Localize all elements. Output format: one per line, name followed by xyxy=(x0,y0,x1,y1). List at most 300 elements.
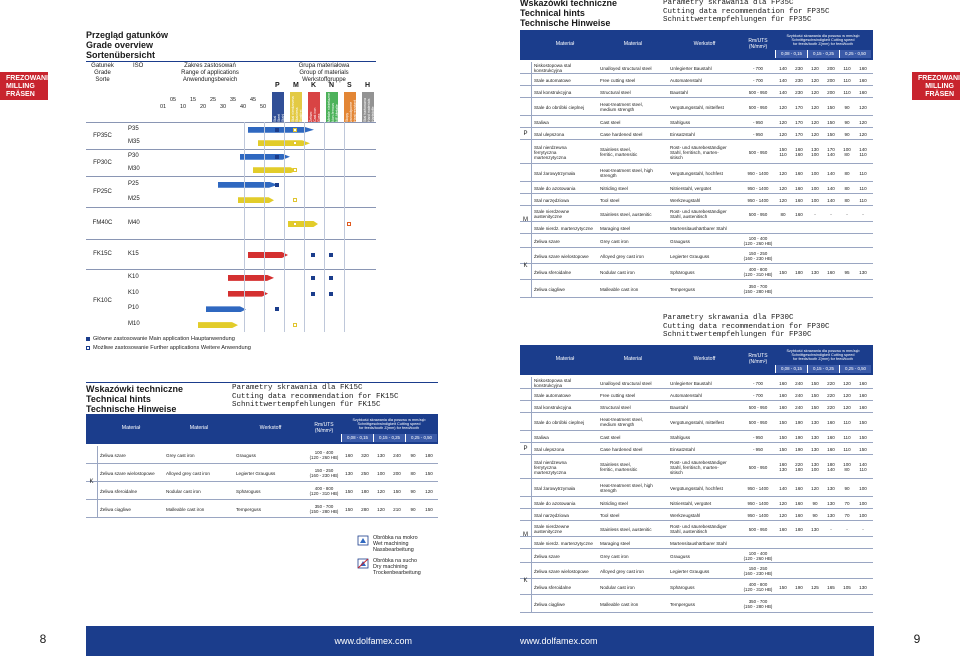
group-descriptions xyxy=(272,92,376,122)
row-speed-value: 190 xyxy=(795,434,803,440)
row-rm: 500 - 950 xyxy=(748,211,768,217)
row-speed-value: 120 xyxy=(843,404,851,410)
row-speed-value: 160 160 xyxy=(795,147,803,157)
row-speed-value: 130 xyxy=(811,526,819,532)
row-speed-value: 120 xyxy=(811,131,819,137)
header-material-pl: Materiał xyxy=(555,356,575,363)
row-material-en: Heat-treatment steel, high strength xyxy=(600,168,653,178)
header-rm: Rm/UTS (N/mm²) xyxy=(748,38,768,50)
iso-code: M10 xyxy=(128,321,140,328)
header-material-pl: Materiał xyxy=(121,425,141,432)
row-speed-value: 125 xyxy=(811,584,819,590)
group-desc-text: Metale nieżelazne Non-ferrous NE-Metalle xyxy=(327,93,339,122)
row-speed-value: - xyxy=(862,211,864,217)
grades-title: Przegląd gatunków Grade overview Sortenübersicht xyxy=(86,30,169,60)
grades-col-group: Grupa materiałowa Group of materials Werkstoffgruppe xyxy=(298,63,350,83)
scale-tick-top: 35 xyxy=(230,97,237,103)
table-row xyxy=(520,455,873,479)
row-material-de: Legierter Grauguss xyxy=(670,568,710,574)
table-row xyxy=(520,206,873,222)
iso-code: K10 xyxy=(128,273,139,280)
row-material-pl: Żeliwa sferoidalne xyxy=(534,584,572,590)
row-speed-value: 160 xyxy=(827,269,835,275)
row-speed-value xyxy=(791,595,807,613)
row-speed-value: 120 xyxy=(859,104,867,110)
header-material-pl: Materiał xyxy=(555,41,575,48)
row-speed-value: 160 xyxy=(859,380,867,386)
row-speed-value xyxy=(855,549,871,563)
row-speed-value xyxy=(839,222,855,234)
row-speed-value: 110 xyxy=(859,197,867,203)
application-marker xyxy=(329,276,333,280)
header-speed: Szybkość skrawania dla posuwu w mm/ząb Schnittgeschwindigkeit Cutting speed for feeds/tooth Z(mm) for feed/tooth xyxy=(352,417,426,430)
hints-left-rule xyxy=(86,382,438,383)
row-speed-value: 140 xyxy=(779,89,787,95)
row-speed-value: 140 xyxy=(827,197,835,203)
row-material-de: Baustahl xyxy=(670,89,688,95)
scale-tick-top: 25 xyxy=(210,97,217,103)
table-row xyxy=(520,413,873,431)
table-row xyxy=(520,234,873,248)
group-letter: N xyxy=(329,82,335,89)
row-material-de: Rost- und säurebeständiger Stahl, ferritisch, marten- sitisch xyxy=(670,459,727,475)
row-speed-value: 120 xyxy=(377,506,385,512)
row-rm: 100 - 400 (120 - 260 HB) xyxy=(743,236,773,246)
row-material-pl: Stale automatowe xyxy=(534,392,571,398)
row-speed-value xyxy=(839,537,855,549)
row-speed-value: 170 xyxy=(795,131,803,137)
footer-url-right[interactable]: www.dolfamex.com xyxy=(520,636,598,646)
grade-section xyxy=(86,239,376,269)
row-speed-value: 150 xyxy=(859,419,867,425)
row-material-en: Grey cast iron xyxy=(600,553,629,559)
table-row xyxy=(86,464,438,482)
row-speed-value xyxy=(791,549,807,563)
row-speed-value: 190 xyxy=(795,419,803,425)
row-speed-value: - xyxy=(846,526,848,532)
row-speed-value xyxy=(839,280,855,298)
grade-section xyxy=(86,176,376,207)
row-speed-value: 150 xyxy=(779,419,787,425)
row-material-de: Sphäroguss xyxy=(670,269,695,275)
row-rm: 950 - 1400 xyxy=(747,500,769,506)
row-speed-value xyxy=(791,248,807,264)
row-material-en: Heat-treatment steel, medium strength xyxy=(600,417,643,427)
row-material-en: Nitriding steel xyxy=(600,500,628,506)
row-material-pl: Stale nierdzewne austenityczne xyxy=(534,209,570,219)
row-material-pl: Żeliwa szare wielostopowe xyxy=(100,470,155,476)
row-material-en: Stainless steel, ferritic, martensitic xyxy=(600,462,638,472)
row-material-en: Stainless steel, austenitic xyxy=(600,211,652,217)
row-material-en: Structural steel xyxy=(600,89,631,95)
row-speed-value: 100 80 xyxy=(843,147,851,157)
row-material-pl: Żeliwa szare wielostopowe xyxy=(534,253,589,259)
header-material-de: Werkstoff xyxy=(259,425,282,432)
scale-tick-bottom: 20 xyxy=(200,104,207,110)
row-speed-value: 90 xyxy=(410,488,416,494)
table-row xyxy=(520,98,873,116)
scale-tick-bottom: 50 xyxy=(260,104,267,110)
row-speed-value xyxy=(823,595,839,613)
row-speed-value: 120 xyxy=(811,119,819,125)
footer-left xyxy=(86,626,480,656)
row-material-pl: Stal żarowytrzymała xyxy=(534,485,576,491)
header-material-de: Werkstoff xyxy=(693,41,716,48)
range-gridline xyxy=(244,122,245,332)
scale-tick-top: 05 xyxy=(170,97,177,103)
row-speed-value: 150 xyxy=(859,434,867,440)
row-speed-value xyxy=(855,563,871,579)
row-rm: 950 - 1400 xyxy=(747,185,769,191)
group-desc-box xyxy=(326,92,338,122)
row-material-pl: Żeliwa ciągliwe xyxy=(534,286,565,292)
row-speed-value: 150 xyxy=(859,446,867,452)
fp30c-table xyxy=(520,345,873,623)
side-tab-right: FREZOWANIE MILLING FRÄSEN xyxy=(912,72,960,100)
row-speed-value: 100 xyxy=(377,470,385,476)
row-speed-value xyxy=(839,595,855,613)
row-speed-value: 160 xyxy=(827,446,835,452)
footer-right xyxy=(480,626,874,656)
row-material-pl: Stale automatowe xyxy=(534,77,571,83)
header-material-en: Material xyxy=(189,425,209,432)
group-desc-box xyxy=(290,92,302,122)
row-material-de: Einsatzstahl xyxy=(670,446,695,452)
table-row xyxy=(520,86,873,98)
iso-code: M30 xyxy=(128,166,140,173)
row-speed-value: 180 xyxy=(795,526,803,532)
grades-col-range: Zakres zastosowań Range of applications Anwendungsbereich xyxy=(181,63,239,83)
row-material-en: Heat-treatment steel, high strength xyxy=(600,483,653,493)
table-row xyxy=(520,563,873,579)
range-gridline xyxy=(324,122,325,332)
row-speed-value: 120 xyxy=(779,185,787,191)
row-speed-value xyxy=(775,248,791,264)
row-material-pl: Żeliwa szare xyxy=(534,553,560,559)
row-material-de: Werkzeugstahl xyxy=(670,512,701,518)
row-speed-value: 250 xyxy=(361,470,369,476)
dry-machining-icon xyxy=(357,558,369,569)
row-material-de: Martensitaushärtbarer Stahl xyxy=(670,540,727,546)
header-feed: 0,08 - 0,15 xyxy=(775,365,807,373)
row-speed-value xyxy=(839,549,855,563)
header-feed: 0,08 - 0,15 xyxy=(775,50,807,58)
group-desc-box xyxy=(344,92,361,122)
table-row xyxy=(520,182,873,194)
row-speed-value: 180 140 xyxy=(827,462,835,472)
row-speed-value: 160 xyxy=(345,452,353,458)
row-material-pl: Stal narzędziowa xyxy=(534,197,569,203)
row-speed-value: 150 xyxy=(345,488,353,494)
row-speed-value: 240 xyxy=(795,404,803,410)
row-material-de: Rost- und säurebeständiger Stahl, austenitisch xyxy=(670,209,727,219)
row-speed-value xyxy=(807,248,823,264)
row-speed-value: - xyxy=(846,211,848,217)
row-speed-value: 160 xyxy=(795,197,803,203)
row-material-en: Grey cast iron xyxy=(600,238,629,244)
row-speed-value xyxy=(855,280,871,298)
row-rm: 500 - 950 xyxy=(748,419,768,425)
scale-tick-top: 15 xyxy=(190,97,197,103)
row-speed-value: 280 xyxy=(361,506,369,512)
iso-code: K15 xyxy=(128,251,139,257)
page-number-left: 8 xyxy=(39,632,47,646)
range-arrow xyxy=(253,167,297,173)
application-marker xyxy=(311,253,315,257)
row-material-de: Unlegierter Baustahl xyxy=(670,380,712,386)
row-speed-value: 210 xyxy=(393,506,401,512)
row-material-de: Vergütungsstahl, hochfest xyxy=(670,485,723,491)
row-speed-value: 90 xyxy=(844,485,850,491)
group-desc-text: Stal Steel Stahl xyxy=(273,113,285,122)
row-speed-value: - xyxy=(830,211,832,217)
row-material-en: Free cutting steel xyxy=(600,392,636,398)
row-speed-value: 100 80 xyxy=(843,462,851,472)
application-marker xyxy=(275,307,279,311)
application-marker xyxy=(329,292,333,296)
grade-rows xyxy=(86,122,376,332)
row-speed-value xyxy=(823,248,839,264)
table-row xyxy=(520,140,873,164)
row-material-pl: Stal konstrukcyjna xyxy=(534,89,572,95)
row-speed-value xyxy=(807,563,823,579)
table-row xyxy=(520,222,873,234)
table-row xyxy=(520,431,873,443)
row-material-pl: Stal ulepszona xyxy=(534,446,565,452)
row-material-pl: Niskostopowa stal konstrukcyjna xyxy=(534,63,572,73)
row-material-de: Rost- und säurebeständiger Stahl, austenitisch xyxy=(670,524,727,534)
row-speed-value: 110 xyxy=(859,185,867,191)
row-material-de: Vergütungsstahl, mittelfest xyxy=(670,419,724,425)
row-rm: 950 - 1400 xyxy=(747,170,769,176)
range-gridline xyxy=(264,122,265,332)
row-speed-value: 160 xyxy=(859,89,867,95)
scale-tick-bottom: 30 xyxy=(220,104,227,110)
range-gridline xyxy=(344,122,345,332)
row-speed-value xyxy=(823,234,839,248)
iso-code: P25 xyxy=(128,180,139,187)
row-material-en: Malleable cast iron xyxy=(166,506,205,512)
row-speed-value: 320 xyxy=(361,452,369,458)
row-speed-value: 240 xyxy=(795,380,803,386)
row-speed-value: 90 xyxy=(410,452,416,458)
range-scale-bottom xyxy=(160,104,265,110)
row-speed-value: 150 xyxy=(345,506,353,512)
group-desc-box xyxy=(272,92,284,122)
table-row xyxy=(520,389,873,401)
main-application-marker xyxy=(86,337,90,341)
row-speed-value: 100 xyxy=(859,500,867,506)
row-speed-value: 110 xyxy=(859,170,867,176)
row-speed-value: 130 xyxy=(811,269,819,275)
row-material-pl: Stal żarowytrzymała xyxy=(534,170,576,176)
table-row xyxy=(520,595,873,613)
row-speed-value: 120 xyxy=(843,392,851,398)
group-letter-cell: P xyxy=(520,62,532,206)
row-material-en: Stainless steel, austenitic xyxy=(600,526,652,532)
row-speed-value: 140 110 xyxy=(859,147,867,157)
grade-name: FP30C xyxy=(93,159,112,166)
application-marker xyxy=(293,323,297,327)
row-material-de: Stahlguss xyxy=(670,119,691,125)
group-desc-box xyxy=(362,92,374,122)
footer-url-left[interactable]: www.dolfamex.com xyxy=(334,636,412,646)
row-speed-value: 130 xyxy=(377,452,385,458)
row-speed-value: 150 110 xyxy=(779,147,787,157)
table-row xyxy=(86,482,438,500)
grade-name: FM40C xyxy=(92,220,113,226)
header-rm: Rm/UTS (N/mm²) xyxy=(314,422,334,434)
grade-section xyxy=(86,269,376,332)
row-speed-value: 120 xyxy=(779,500,787,506)
row-speed-value xyxy=(823,563,839,579)
row-speed-value: 220 xyxy=(827,392,835,398)
row-speed-value: 240 xyxy=(795,392,803,398)
row-rm: 350 - 700 (150 - 280 HB) xyxy=(309,504,339,514)
application-marker xyxy=(329,253,333,257)
row-speed-value: - xyxy=(814,211,816,217)
row-material-de: Temperguss xyxy=(670,286,696,292)
application-marker xyxy=(293,168,297,172)
group-desc-text: Żeliwo Cast iron Guss xyxy=(309,107,321,122)
row-material-pl: Żeliwa szare xyxy=(100,452,126,458)
row-rm: 100 - 400 (120 - 260 HB) xyxy=(309,450,339,460)
iso-code: M35 xyxy=(128,139,140,146)
header-feed: 0,15 - 0,25 xyxy=(807,365,839,373)
fp35c-table xyxy=(520,30,873,308)
group-desc-text: Stopy żaroodporne Heat resistant Warmfest xyxy=(345,99,361,122)
row-material-en: Malleable cast iron xyxy=(600,601,639,607)
row-material-de: Sphäroguss xyxy=(236,488,261,494)
scale-tick-bottom: 01 xyxy=(160,104,167,110)
scale-tick-bottom: 10 xyxy=(180,104,187,110)
row-speed-value: 100 xyxy=(811,185,819,191)
row-speed-value xyxy=(839,563,855,579)
row-speed-value xyxy=(775,595,791,613)
row-speed-value: 160 xyxy=(779,380,787,386)
header-speed: Szybkość skrawania dla posuwu w mm/ząb Schnittgeschwindigkeit Cutting speed for feeds/tooth Z(mm) for feed/tooth xyxy=(786,33,860,46)
row-speed-value: 110 xyxy=(843,77,851,83)
row-material-de: Legierter Grauguss xyxy=(670,253,710,259)
row-rm: - 700 xyxy=(752,380,763,386)
row-material-de: Grauguss xyxy=(236,452,256,458)
row-rm: 950 - 1400 xyxy=(747,485,769,491)
row-speed-value: 120 xyxy=(859,119,867,125)
row-material-en: Nitriding steel xyxy=(600,185,628,191)
row-material-de: Vergütungsstahl, mittelfest xyxy=(670,104,724,110)
range-arrow xyxy=(240,154,290,160)
row-speed-value: 90 xyxy=(812,500,818,506)
row-speed-value: 120 xyxy=(811,77,819,83)
header-material-en: Material xyxy=(623,41,643,48)
legend-dry: Obróbka na sucho Dry machining Trockenbearbeitung xyxy=(357,558,421,576)
row-material-pl: Niskostopowa stal konstrukcyjna xyxy=(534,378,572,388)
row-speed-value: 130 100 xyxy=(811,462,819,472)
row-speed-value: 200 xyxy=(827,65,835,71)
group-letter: M xyxy=(293,82,299,89)
row-speed-value: 140 110 xyxy=(859,462,867,472)
iso-code: K10 xyxy=(128,289,139,296)
row-material-en: Nodular cast iron xyxy=(600,584,635,590)
row-rm: 400 - 800 (120 - 310 HB) xyxy=(743,267,773,277)
row-speed-value xyxy=(823,549,839,563)
row-speed-value: 120 xyxy=(811,65,819,71)
table-row xyxy=(520,116,873,128)
row-speed-value: 160 xyxy=(859,77,867,83)
row-rm: - 950 xyxy=(752,119,763,125)
row-material-pl: Żeliwa szare xyxy=(534,238,560,244)
row-speed-value xyxy=(855,222,871,234)
grade-section xyxy=(86,122,376,149)
row-speed-value xyxy=(823,222,839,234)
row-material-de: Nitrierstahl, vergütet xyxy=(670,185,712,191)
range-arrow xyxy=(228,291,268,297)
row-material-en: Structural steel xyxy=(600,404,631,410)
row-material-de: Stahlguss xyxy=(670,434,691,440)
header-speed: Szybkość skrawania dla posuwu w mm/ząb Schnittgeschwindigkeit Cutting speed for feeds/tooth Z(mm) for feed/tooth xyxy=(786,348,860,361)
grade-name: FK10C xyxy=(93,297,112,304)
table-row xyxy=(520,401,873,413)
row-speed-value: 90 xyxy=(844,131,850,137)
row-speed-value: 110 xyxy=(843,65,851,71)
fk15c-subtitle: Parametry skrawania dla FK15C Cutting data recommendation for FK15C Schnittwertempfehlungen für FK15C xyxy=(232,384,399,409)
row-speed-value: 100 xyxy=(859,485,867,491)
row-speed-value: 200 xyxy=(827,77,835,83)
grades-col-iso: ISO xyxy=(133,63,144,69)
table-row xyxy=(520,377,873,389)
row-rm: 150 - 250 (160 - 230 HB) xyxy=(743,251,773,261)
row-speed-value: 150 xyxy=(425,470,433,476)
legend-main: Główne zastosowanie Main application Hauptanwendung xyxy=(86,336,235,342)
row-speed-value xyxy=(807,549,823,563)
row-speed-value: 150 xyxy=(811,392,819,398)
row-rm xyxy=(741,537,775,549)
row-material-en: Heat-treatment steel, medium strength xyxy=(600,102,643,112)
hints-left-title: Wskazówki techniczne Technical hints Technische Hinweise xyxy=(86,384,184,414)
header-material-de: Werkstoff xyxy=(693,356,716,363)
row-rm: 500 - 950 xyxy=(748,89,768,95)
range-arrow xyxy=(218,182,278,188)
table-row xyxy=(520,264,873,280)
row-speed-value: 240 xyxy=(393,452,401,458)
row-speed-value: 120 xyxy=(811,485,819,491)
row-rm: - 950 xyxy=(752,446,763,452)
row-rm: - 700 xyxy=(752,77,763,83)
row-rm: 150 - 250 (160 - 230 HB) xyxy=(743,566,773,576)
fp30c-subtitle: Parametry skrawania dla FP30C Cutting data recommendation for FP30C Schnittwertempfehlungen für FP30C xyxy=(663,314,830,339)
application-marker xyxy=(275,155,279,159)
row-speed-value: 110 xyxy=(843,419,851,425)
row-material-pl: Staliwa xyxy=(534,119,549,125)
row-material-pl: Staliwa xyxy=(534,434,549,440)
row-speed-value: 120 xyxy=(779,104,787,110)
header-feed: 0,15 - 0,25 xyxy=(807,50,839,58)
application-marker xyxy=(293,222,297,226)
row-speed-value: 140 xyxy=(779,485,787,491)
row-speed-value: 120 xyxy=(811,89,819,95)
row-material-pl: Żeliwa ciągliwe xyxy=(100,506,131,512)
range-gridline xyxy=(284,122,285,332)
row-speed-value xyxy=(823,280,839,298)
row-speed-value: 170 xyxy=(795,119,803,125)
group-letters xyxy=(272,82,376,92)
row-speed-value xyxy=(775,549,791,563)
row-speed-value xyxy=(855,595,871,613)
header-feed: 0,25 - 0,50 xyxy=(405,434,437,442)
row-speed-value xyxy=(839,248,855,264)
row-material-de: Einsatzstahl xyxy=(670,131,695,137)
row-speed-value: 170 140 xyxy=(827,147,835,157)
